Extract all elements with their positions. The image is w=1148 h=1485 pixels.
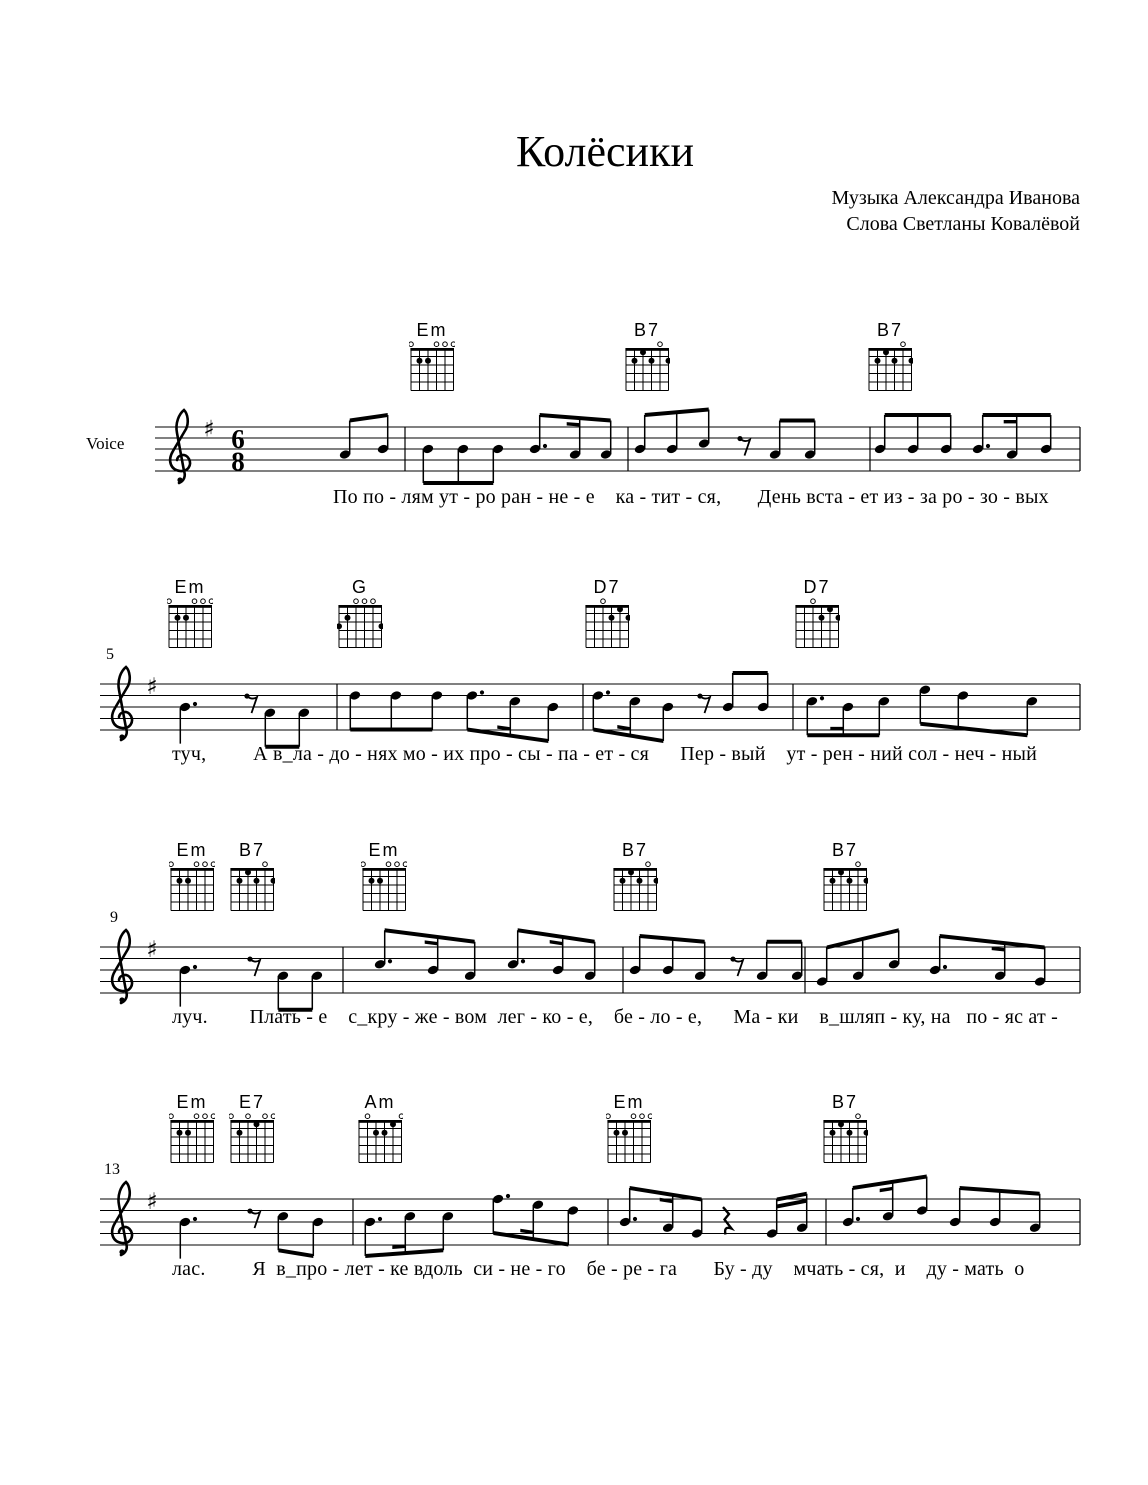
measure-number: 5 bbox=[106, 646, 114, 663]
chord-label: B7 bbox=[876, 320, 904, 340]
chord-grid bbox=[169, 1113, 215, 1166]
chord-diagram-b7 bbox=[612, 841, 658, 914]
eighth-rest-icon bbox=[733, 959, 743, 976]
chord-grid bbox=[337, 598, 383, 651]
chord-label: D7 bbox=[593, 577, 621, 597]
quarter-rest-icon bbox=[723, 1207, 732, 1235]
eighth-rest-icon bbox=[250, 959, 260, 976]
chord-diagram-em bbox=[169, 1093, 215, 1166]
lyrics-credit: Слова Светланы Ковалёвой bbox=[846, 212, 1080, 235]
treble-clef-icon bbox=[112, 930, 132, 1003]
chord-diagram-am bbox=[357, 1093, 403, 1166]
chord-label: Em bbox=[174, 577, 206, 597]
treble-clef-icon bbox=[112, 667, 132, 740]
chord-grid bbox=[167, 598, 213, 651]
lyrics-line: По по - лям ут - ро ран - не - е ка - тит - ся, День вста - ет из - за ро - зо - вых bbox=[333, 486, 1049, 508]
chord-grid bbox=[624, 341, 670, 394]
lyrics-line: лас. Я в_про - лет - ке вдоль си - не - го бе - ре - га Бу - ду мчать - ся, и ду - мать о bbox=[172, 1258, 1025, 1280]
credits bbox=[832, 186, 1080, 237]
measure-number: 13 bbox=[104, 1161, 120, 1178]
chord-grid bbox=[612, 861, 658, 914]
key-signature-sharp-icon: ♯ bbox=[146, 673, 158, 700]
chord-label: G bbox=[351, 577, 368, 597]
chord-grid bbox=[361, 861, 407, 914]
treble-clef-icon bbox=[170, 410, 190, 483]
chord-grid bbox=[822, 1113, 868, 1166]
lyrics-line: туч, А в_ла - до - нях мо - их про - сы - па - ет - ся Пер - вый ут - рен - ний сол - неч - ный bbox=[172, 743, 1038, 765]
chord-grid bbox=[229, 861, 275, 914]
chord-grid bbox=[584, 598, 630, 651]
chord-diagram-b7 bbox=[624, 321, 670, 394]
chord-label: B7 bbox=[238, 840, 266, 860]
chord-diagram-em bbox=[409, 321, 455, 394]
chord-label: B7 bbox=[621, 840, 649, 860]
time-signature-top: 6 bbox=[231, 424, 245, 455]
chord-grid bbox=[409, 341, 455, 394]
chord-diagram-em bbox=[167, 578, 213, 651]
key-signature-sharp-icon: ♯ bbox=[146, 936, 158, 963]
chord-diagram-d7 bbox=[794, 578, 840, 651]
chord-diagram-g bbox=[337, 578, 383, 651]
treble-clef-icon bbox=[112, 1182, 132, 1255]
chord-diagram-d7 bbox=[584, 578, 630, 651]
chord-grid bbox=[867, 341, 913, 394]
chord-grid bbox=[822, 861, 868, 914]
chord-label: B7 bbox=[633, 320, 661, 340]
chord-grid bbox=[169, 861, 215, 914]
voice-part-label: Voice bbox=[86, 434, 125, 453]
music-credit: Музыка Александра Иванова bbox=[831, 187, 1080, 209]
chord-label: Em bbox=[176, 840, 208, 860]
chord-label: Em bbox=[613, 1092, 645, 1112]
chord-diagram-b7 bbox=[822, 841, 868, 914]
chord-diagram-b7 bbox=[822, 1093, 868, 1166]
chord-diagram-b7 bbox=[229, 841, 275, 914]
chord-diagram-em bbox=[361, 841, 407, 914]
time-signature-bottom: 8 bbox=[231, 446, 245, 477]
measure-number: 9 bbox=[110, 909, 118, 926]
key-signature-sharp-icon: ♯ bbox=[203, 416, 215, 443]
chord-grid bbox=[606, 1113, 652, 1166]
chord-diagram-e7 bbox=[229, 1093, 275, 1166]
chord-diagram-em bbox=[606, 1093, 652, 1166]
eighth-rest-icon bbox=[247, 696, 257, 713]
eighth-rest-icon bbox=[700, 696, 710, 713]
chord-diagram-em bbox=[169, 841, 215, 914]
eighth-rest-icon bbox=[250, 1211, 260, 1228]
chord-label: Em bbox=[368, 840, 400, 860]
lyrics-line: луч. Плать - е с_кру - же - вом лег - ко - е, бе - ло - е, Ма - ки в_шляп - ку, на по - яс ат - bbox=[172, 1006, 1058, 1028]
chord-label: Em bbox=[176, 1092, 208, 1112]
eighth-rest-icon bbox=[740, 439, 750, 456]
chord-label: Em bbox=[416, 320, 448, 340]
chord-grid bbox=[229, 1113, 275, 1166]
chord-label: E7 bbox=[238, 1092, 266, 1112]
chord-label: D7 bbox=[803, 577, 831, 597]
chord-label: Am bbox=[364, 1092, 396, 1112]
staff-system-1 bbox=[0, 367, 1148, 543]
key-signature-sharp-icon: ♯ bbox=[146, 1188, 158, 1215]
chord-label: B7 bbox=[831, 1092, 859, 1112]
chord-grid bbox=[794, 598, 840, 651]
chord-label: B7 bbox=[831, 840, 859, 860]
chord-grid bbox=[357, 1113, 403, 1166]
song-title: Колёсики bbox=[515, 127, 695, 176]
chord-diagram-b7 bbox=[867, 321, 913, 394]
